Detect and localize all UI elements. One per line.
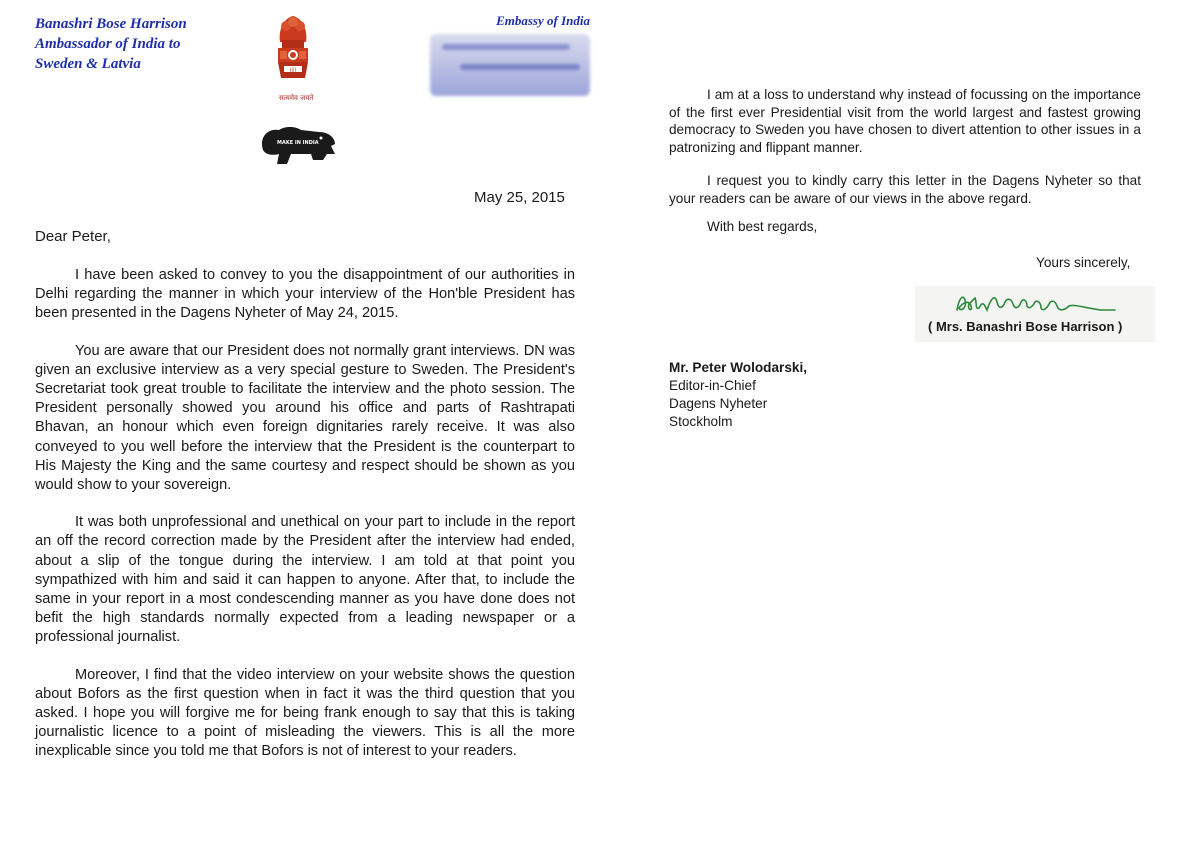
- signature-block: [915, 286, 1155, 342]
- paragraph: I am at a loss to understand why instead of focussing on the importance of the first ever Presidential visit from the world largest and fastest growing democracy to Sweden you have chosen to divert attention to other issues in a patronizing and flippant manner.: [669, 87, 1141, 155]
- recipient-title: Editor-in-Chief: [669, 378, 756, 393]
- recipient-name: Mr. Peter Wolodarski,: [669, 360, 807, 375]
- closing: Yours sincerely,: [1036, 255, 1131, 270]
- paragraph: You are aware that our President does not normally grant interviews. DN was given an exclusive interview as a very special gesture to Sweden. The President's Secretariat took great trouble to facilitate the interview and the photo session. The President personally showed you around his office and parts of Rashtrapati Bhavan, an honour which even foreign dignitaries rarely receive. It was also conveyed to you well before the interview that the President is the counterpart to His Majesty the King and the same courtesy and respect should be shown as you would show to your sovereign.: [35, 342, 575, 494]
- handwritten-signature: [951, 288, 1121, 320]
- regards: With best regards,: [707, 219, 818, 234]
- sender-title-line2: Sweden & Latvia: [35, 56, 141, 72]
- sender-title-line1: Ambassador of India to: [35, 36, 181, 52]
- embassy-block: [430, 12, 590, 96]
- signer-name: ( Mrs. Banashri Bose Harrison ): [928, 319, 1123, 334]
- sender-name: Banashri Bose Harrison: [35, 16, 187, 32]
- sender-block: [35, 14, 187, 74]
- recipient-block: [669, 359, 807, 431]
- recipient-city: Stockholm: [669, 414, 733, 429]
- paragraph: I request you to kindly carry this letter in the Dagens Nyheter so that your readers can be aware of our views in the above regard.: [669, 173, 1141, 206]
- embassy-title: Embassy of India: [496, 13, 590, 28]
- letter-body-left: [35, 266, 575, 780]
- paragraph: I have been asked to convey to you the disappointment of our authorities in Delhi regarding the manner in which your interview of the Hon'ble President has been presented in the Dagens Nyheter of May 24, 2015.: [35, 267, 575, 322]
- letter-date: May 25, 2015: [474, 189, 565, 206]
- letter-body-right: [669, 86, 1141, 224]
- paragraph: It was both unprofessional and unethical on your part to include in the report an off the record correction made by the President after the interview had ended, about a slip of the tongue during the interview. I am told at that point you sympathized with him and said it can happen to anyone. After that, to include the same in your report in a most condescending manner as you have done does not befit the high standards normally expected from a leading newspaper or a professional journalist.: [35, 514, 575, 646]
- salutation: Dear Peter,: [35, 228, 111, 245]
- embassy-address-blurred: [430, 34, 590, 96]
- make-in-india-lion-icon: [257, 124, 339, 168]
- recipient-organization: Dagens Nyheter: [669, 396, 768, 411]
- emblem-motto: सत्यमेव जयते: [279, 94, 314, 102]
- svg-text:||||: ||||: [289, 67, 297, 74]
- paragraph: Moreover, I find that the video interview on your website shows the question about Bofors as the first question when in fact it was the third question that you asked. I hope you will forgive me for being frank enough to say that this is taking journalistic licence to a point of misleading the viewers. This is all the more inexplicable since you told me that Bofors is not of interest to your readers.: [35, 666, 575, 760]
- make-in-india-text: MAKE IN INDIA: [277, 140, 319, 146]
